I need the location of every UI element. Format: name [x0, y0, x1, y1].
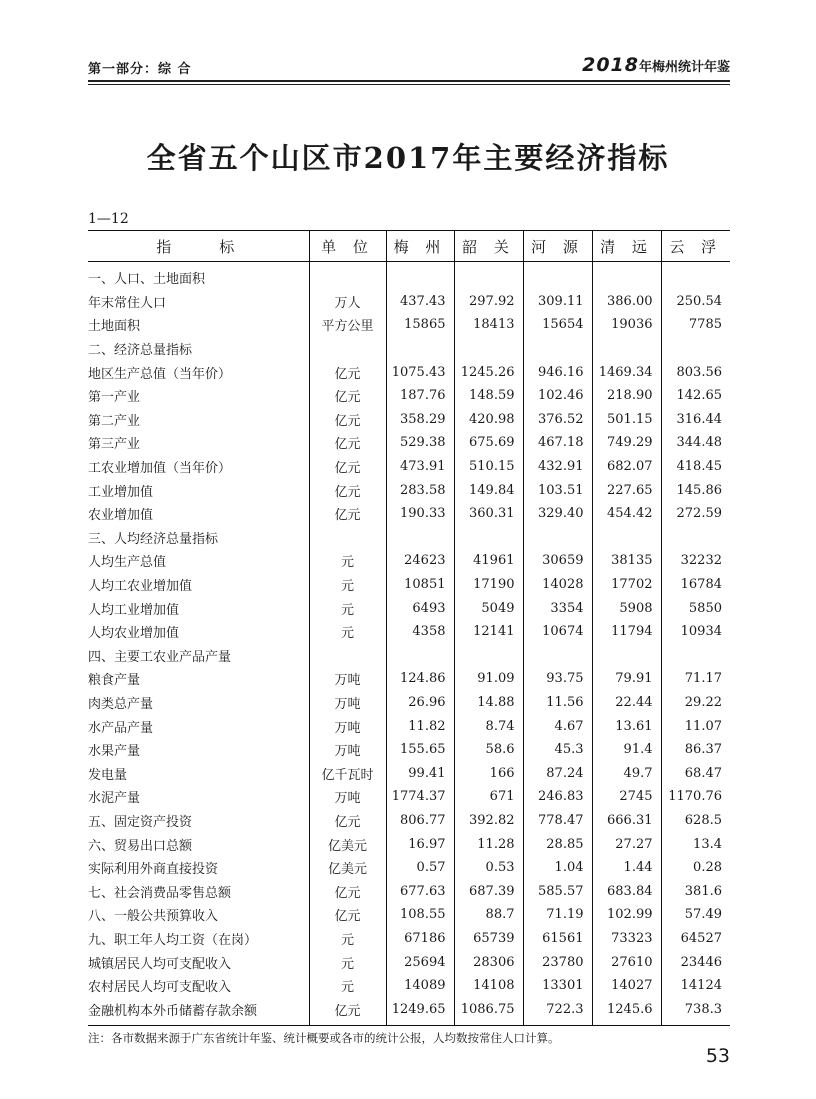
value-cell: 99.41: [386, 761, 454, 785]
unit-cell: 亿元: [309, 502, 386, 526]
table-row: [88, 856, 730, 880]
unit-cell: 亿元: [309, 360, 386, 384]
value-cell: 14027: [592, 974, 661, 998]
value-cell: [661, 526, 730, 550]
value-cell: [523, 526, 592, 550]
value-cell: 5908: [592, 596, 661, 620]
value-cell: [523, 337, 592, 361]
value-cell: 24623: [386, 549, 454, 573]
column-header: 清 远: [592, 231, 661, 262]
value-cell: 23780: [523, 950, 592, 974]
value-cell: 10674: [523, 620, 592, 644]
value-cell: 7785: [661, 313, 730, 337]
header-rule-thin: [88, 84, 730, 85]
value-cell: [454, 262, 523, 290]
value-cell: 1170.76: [661, 785, 730, 809]
unit-cell: 万吨: [309, 738, 386, 762]
value-cell: 10934: [661, 620, 730, 644]
header-rule: [88, 80, 730, 82]
table-row: [88, 549, 730, 573]
value-cell: 381.6: [661, 879, 730, 903]
unit-cell: [309, 337, 386, 361]
value-cell: 91.09: [454, 667, 523, 691]
value-cell: 27.27: [592, 832, 661, 856]
table-row: [88, 950, 730, 974]
value-cell: 28.85: [523, 832, 592, 856]
value-cell: 5850: [661, 596, 730, 620]
value-cell: 124.86: [386, 667, 454, 691]
value-cell: 420.98: [454, 408, 523, 432]
value-cell: 102.99: [592, 903, 661, 927]
value-cell: 65739: [454, 927, 523, 951]
value-cell: 392.82: [454, 809, 523, 833]
indicator-label: 农村居民人均可支配收入: [88, 980, 232, 996]
unit-cell: 亿元: [309, 809, 386, 833]
value-cell: 8.74: [454, 714, 523, 738]
indicator-label: 人均生产总值: [88, 555, 167, 571]
value-cell: 45.3: [523, 738, 592, 762]
value-cell: 671: [454, 785, 523, 809]
value-cell: 32232: [661, 549, 730, 573]
table-row: [88, 714, 730, 738]
value-cell: 418.45: [661, 455, 730, 479]
table-row: [88, 809, 730, 833]
value-cell: [592, 262, 661, 290]
value-cell: 1774.37: [386, 785, 454, 809]
unit-cell: 元: [309, 974, 386, 998]
indicator-label: 四、主要工农业产品产量: [88, 649, 232, 665]
value-cell: 10851: [386, 573, 454, 597]
value-cell: 4.67: [523, 714, 592, 738]
value-cell: 358.29: [386, 408, 454, 432]
value-cell: 316.44: [661, 408, 730, 432]
table-row: [88, 431, 730, 455]
value-cell: 250.54: [661, 290, 730, 314]
table-row: [88, 408, 730, 432]
unit-cell: 元: [309, 927, 386, 951]
unit-cell: 元: [309, 596, 386, 620]
value-cell: 297.92: [454, 290, 523, 314]
value-cell: 30659: [523, 549, 592, 573]
value-cell: [661, 337, 730, 361]
value-cell: 0.53: [454, 856, 523, 880]
unit-cell: 平方公里: [309, 313, 386, 337]
table-row: [88, 738, 730, 762]
value-cell: 6493: [386, 596, 454, 620]
value-cell: 79.91: [592, 667, 661, 691]
value-cell: 1.04: [523, 856, 592, 880]
value-cell: 187.76: [386, 384, 454, 408]
value-cell: 26.96: [386, 691, 454, 715]
table-header-row: [88, 231, 730, 262]
value-cell: 14124: [661, 974, 730, 998]
value-cell: 16784: [661, 573, 730, 597]
indicator-label: 年末常住人口: [88, 295, 167, 311]
value-cell: 14.88: [454, 691, 523, 715]
value-cell: 13.4: [661, 832, 730, 856]
value-cell: 12141: [454, 620, 523, 644]
footnote: 注：各市数据来源于广东省统计年鉴、统计概要或各市的统计公报，人均数按常住人口计算。: [88, 1031, 560, 1045]
indicator-label: 七、社会消费品零售总额: [88, 885, 232, 901]
value-cell: 14089: [386, 974, 454, 998]
unit-cell: 亿元: [309, 879, 386, 903]
indicator-label: 一、人口、土地面积: [88, 272, 206, 288]
value-cell: 437.43: [386, 290, 454, 314]
value-cell: 1469.34: [592, 360, 661, 384]
value-cell: 67186: [386, 927, 454, 951]
column-header: 单 位: [309, 231, 386, 262]
value-cell: 585.57: [523, 879, 592, 903]
value-cell: 102.46: [523, 384, 592, 408]
indicator-label: 五、固定资产投资: [88, 814, 193, 830]
indicator-label: 九、职工年人均工资（在岗）: [88, 932, 258, 948]
indicator-label: 工农业增加值（当年价）: [88, 461, 232, 477]
value-cell: 1086.75: [454, 997, 523, 1025]
value-cell: 218.90: [592, 384, 661, 408]
value-cell: 49.7: [592, 761, 661, 785]
table-row: [88, 596, 730, 620]
indicator-label: 城镇居民人均可支配收入: [88, 956, 232, 972]
value-cell: 946.16: [523, 360, 592, 384]
yearbook-title: [582, 54, 730, 76]
value-cell: 778.47: [523, 809, 592, 833]
unit-cell: 亿元: [309, 384, 386, 408]
value-cell: 22.44: [592, 691, 661, 715]
value-cell: 11794: [592, 620, 661, 644]
unit-cell: 亿元: [309, 903, 386, 927]
value-cell: 2745: [592, 785, 661, 809]
value-cell: 15865: [386, 313, 454, 337]
indicator-label: 第一产业: [88, 390, 141, 406]
unit-cell: 亿美元: [309, 856, 386, 880]
unit-cell: [309, 526, 386, 550]
value-cell: 11.28: [454, 832, 523, 856]
value-cell: 803.56: [661, 360, 730, 384]
indicator-label: 第三产业: [88, 437, 141, 453]
value-cell: 71.19: [523, 903, 592, 927]
value-cell: 722.3: [523, 997, 592, 1025]
running-header: [88, 54, 730, 78]
indicator-label: 二、经济总量指标: [88, 343, 193, 359]
table-row: [88, 360, 730, 384]
unit-cell: 万吨: [309, 714, 386, 738]
value-cell: 272.59: [661, 502, 730, 526]
value-cell: 103.51: [523, 478, 592, 502]
value-cell: 1.44: [592, 856, 661, 880]
value-cell: 14108: [454, 974, 523, 998]
indicator-label: 人均农业增加值: [88, 626, 180, 642]
table-row: [88, 502, 730, 526]
value-cell: 0.57: [386, 856, 454, 880]
value-cell: 376.52: [523, 408, 592, 432]
value-cell: 148.59: [454, 384, 523, 408]
table-number: 1—12: [88, 211, 129, 227]
indicator-label: 工业增加值: [88, 484, 154, 500]
unit-cell: 元: [309, 573, 386, 597]
table-row: [88, 620, 730, 644]
value-cell: 1075.43: [386, 360, 454, 384]
value-cell: 309.11: [523, 290, 592, 314]
value-cell: 108.55: [386, 903, 454, 927]
indicator-label: 第二产业: [88, 413, 141, 429]
column-header: 云 浮: [661, 231, 730, 262]
indicator-label: 水泥产量: [88, 791, 141, 807]
value-cell: 166: [454, 761, 523, 785]
value-cell: 529.38: [386, 431, 454, 455]
unit-cell: 亿元: [309, 997, 386, 1025]
value-cell: 61561: [523, 927, 592, 951]
value-cell: 683.84: [592, 879, 661, 903]
column-header: 指 标: [88, 231, 309, 262]
value-cell: [661, 262, 730, 290]
table-row: [88, 313, 730, 337]
value-cell: 87.24: [523, 761, 592, 785]
value-cell: 64527: [661, 927, 730, 951]
value-cell: 19036: [592, 313, 661, 337]
unit-cell: 亿元: [309, 408, 386, 432]
value-cell: 1245.26: [454, 360, 523, 384]
value-cell: 1245.6: [592, 997, 661, 1025]
value-cell: 246.83: [523, 785, 592, 809]
value-cell: [386, 644, 454, 668]
value-cell: 11.56: [523, 691, 592, 715]
value-cell: 18413: [454, 313, 523, 337]
value-cell: 283.58: [386, 478, 454, 502]
value-cell: 227.65: [592, 478, 661, 502]
value-cell: 88.7: [454, 903, 523, 927]
value-cell: 28306: [454, 950, 523, 974]
indicator-label: 土地面积: [88, 319, 141, 335]
indicator-label: 八、一般公共预算收入: [88, 909, 219, 925]
table-row: [88, 290, 730, 314]
value-cell: 473.91: [386, 455, 454, 479]
value-cell: 749.29: [592, 431, 661, 455]
table-row: [88, 262, 730, 290]
value-cell: 27610: [592, 950, 661, 974]
value-cell: 13301: [523, 974, 592, 998]
value-cell: 687.39: [454, 879, 523, 903]
table-row: [88, 879, 730, 903]
value-cell: 628.5: [661, 809, 730, 833]
value-cell: [386, 526, 454, 550]
value-cell: 344.48: [661, 431, 730, 455]
table-row: [88, 667, 730, 691]
unit-cell: 元: [309, 549, 386, 573]
indicator-label: 人均工农业增加值: [88, 579, 193, 595]
table-row: [88, 832, 730, 856]
indicator-label: 六、贸易出口总额: [88, 838, 193, 854]
table-row: [88, 761, 730, 785]
value-cell: [592, 644, 661, 668]
section-label: 第一部分：综 合: [88, 62, 192, 77]
value-cell: 58.6: [454, 738, 523, 762]
value-cell: 29.22: [661, 691, 730, 715]
value-cell: 25694: [386, 950, 454, 974]
value-cell: 93.75: [523, 667, 592, 691]
unit-cell: 万吨: [309, 691, 386, 715]
value-cell: 71.17: [661, 667, 730, 691]
table-row: [88, 785, 730, 809]
value-cell: [523, 262, 592, 290]
value-cell: 91.4: [592, 738, 661, 762]
value-cell: 432.91: [523, 455, 592, 479]
value-cell: 41961: [454, 549, 523, 573]
value-cell: 68.47: [661, 761, 730, 785]
indicator-label: 实际利用外商直接投资: [88, 862, 219, 878]
value-cell: 155.65: [386, 738, 454, 762]
value-cell: 11.82: [386, 714, 454, 738]
value-cell: 16.97: [386, 832, 454, 856]
value-cell: [592, 526, 661, 550]
table-row: [88, 691, 730, 715]
value-cell: 14028: [523, 573, 592, 597]
table-row: [88, 997, 730, 1025]
indicator-label: 发电量: [88, 767, 128, 783]
column-header: 韶 关: [454, 231, 523, 262]
value-cell: [386, 262, 454, 290]
indicator-label: 肉类总产量: [88, 696, 154, 712]
value-cell: 15654: [523, 313, 592, 337]
indicator-label: 粮食产量: [88, 673, 141, 689]
value-cell: 73323: [592, 927, 661, 951]
value-cell: 149.84: [454, 478, 523, 502]
value-cell: 677.63: [386, 879, 454, 903]
unit-cell: 万吨: [309, 667, 386, 691]
unit-cell: 亿美元: [309, 832, 386, 856]
value-cell: 510.15: [454, 455, 523, 479]
indicator-label: 地区生产总值（当年价）: [88, 366, 232, 382]
value-cell: 329.40: [523, 502, 592, 526]
column-header: 河 源: [523, 231, 592, 262]
unit-cell: 万吨: [309, 785, 386, 809]
unit-cell: 万人: [309, 290, 386, 314]
value-cell: 0.28: [661, 856, 730, 880]
value-cell: 454.42: [592, 502, 661, 526]
table-row: [88, 903, 730, 927]
value-cell: 360.31: [454, 502, 523, 526]
value-cell: 675.69: [454, 431, 523, 455]
unit-cell: 元: [309, 950, 386, 974]
indicator-label: 金融机构本外币储蓄存款余额: [88, 997, 309, 1025]
value-cell: 3354: [523, 596, 592, 620]
table-row: [88, 455, 730, 479]
unit-cell: [309, 644, 386, 668]
value-cell: 682.07: [592, 455, 661, 479]
value-cell: [592, 337, 661, 361]
value-cell: 13.61: [592, 714, 661, 738]
value-cell: 666.31: [592, 809, 661, 833]
value-cell: 1249.65: [386, 997, 454, 1025]
value-cell: 501.15: [592, 408, 661, 432]
table-row: [88, 974, 730, 998]
yearbook-year: 2018: [582, 54, 639, 76]
unit-cell: 元: [309, 620, 386, 644]
table-row: [88, 478, 730, 502]
value-cell: 86.37: [661, 738, 730, 762]
value-cell: 145.86: [661, 478, 730, 502]
value-cell: 142.65: [661, 384, 730, 408]
value-cell: 38135: [592, 549, 661, 573]
value-cell: 806.77: [386, 809, 454, 833]
indicator-label: 水产品产量: [88, 720, 154, 736]
yearbook-name: 年梅州统计年鉴: [638, 60, 730, 75]
indicator-label: 三、人均经济总量指标: [88, 531, 219, 547]
table-row: [88, 927, 730, 951]
unit-cell: 亿元: [309, 455, 386, 479]
table-row: [88, 573, 730, 597]
unit-cell: 亿元: [309, 431, 386, 455]
indicator-label: 农业增加值: [88, 508, 154, 524]
value-cell: 11.07: [661, 714, 730, 738]
value-cell: [454, 644, 523, 668]
value-cell: 23446: [661, 950, 730, 974]
value-cell: [454, 526, 523, 550]
table-row: [88, 384, 730, 408]
value-cell: 738.3: [661, 997, 730, 1025]
page-title: 全省五个山区市2017年主要经济指标: [146, 141, 670, 175]
value-cell: 17702: [592, 573, 661, 597]
indicator-label: 水果产量: [88, 744, 141, 760]
value-cell: 5049: [454, 596, 523, 620]
value-cell: [386, 337, 454, 361]
indicator-table: [88, 230, 730, 1026]
unit-cell: 亿元: [309, 478, 386, 502]
indicator-label: 人均工业增加值: [88, 602, 180, 618]
value-cell: [454, 337, 523, 361]
value-cell: [523, 644, 592, 668]
unit-cell: 亿千瓦时: [309, 761, 386, 785]
value-cell: 386.00: [592, 290, 661, 314]
unit-cell: [309, 262, 386, 290]
value-cell: 4358: [386, 620, 454, 644]
table-row: [88, 644, 730, 668]
value-cell: 467.18: [523, 431, 592, 455]
table-row: [88, 337, 730, 361]
table-row: [88, 526, 730, 550]
value-cell: 57.49: [661, 903, 730, 927]
value-cell: 17190: [454, 573, 523, 597]
column-header: 梅 州: [386, 231, 454, 262]
value-cell: 190.33: [386, 502, 454, 526]
page-number: 53: [705, 1045, 730, 1067]
value-cell: [661, 644, 730, 668]
